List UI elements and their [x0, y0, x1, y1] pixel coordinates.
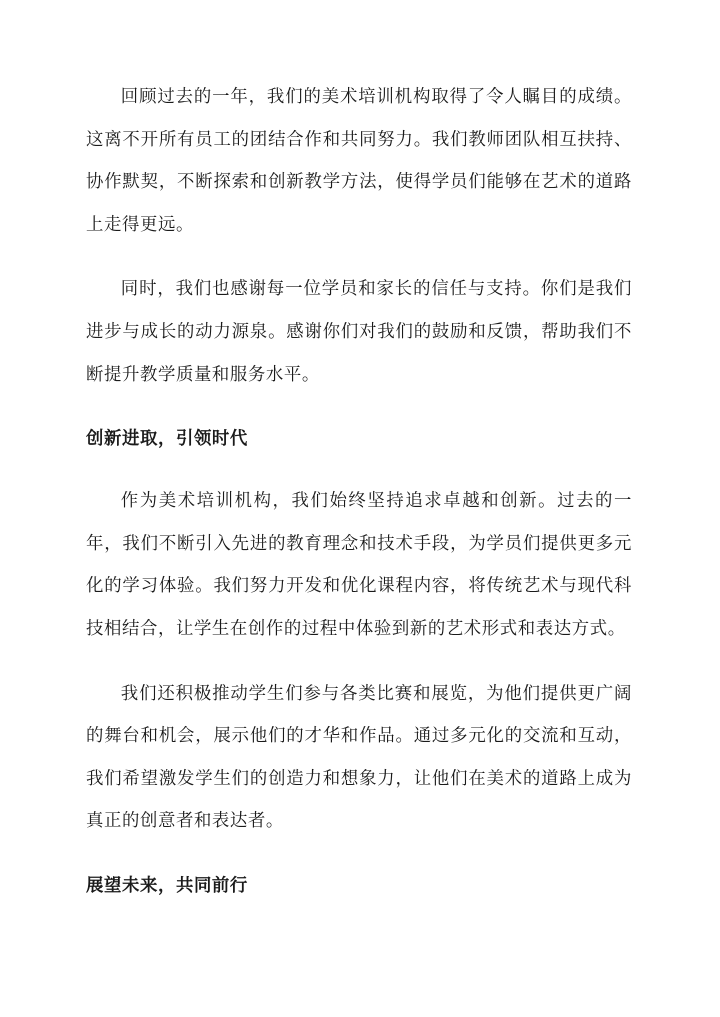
innovation-paragraph-2: 我们还积极推动学生们参与各类比赛和展览，为他们提供更广阔的舞台和机会，展示他们的才华和作品。通过多元化的交流和互动，我们希望激发学生们的创造力和想象力，让他们在美术的道路上成为真正的创意者和表达者。 [86, 683, 632, 832]
intro-paragraph-1: 回顾过去的一年，我们的美术培训机构取得了令人瞩目的成绩。这离不开所有员工的团结合作和共同努力。我们教师团队相互扶持、协作默契，不断探索和创新教学方法，使得学员们能够在艺术的道路上走得更远。 [86, 87, 632, 235]
document-page [86, 76, 632, 927]
section-heading-innovation: 创新进取，引领时代 [86, 429, 248, 450]
innovation-paragraph-1: 作为美术培训机构，我们始终坚持追求卓越和创新。过去的一年，我们不断引入先进的教育理念和技术手段，为学员们提供更多元化的学习体验。我们努力开发和优化课程内容，将传统艺术与现代科技相结合，让学生在创作的过程中体验到新的艺术形式和表达方式。 [86, 491, 632, 639]
section-heading-future: 展望未来，共同前行 [86, 875, 248, 896]
intro-paragraph-2: 同时，我们也感谢每一位学员和家长的信任与支持。你们是我们进步与成长的动力源泉。感谢你们对我们的鼓励和反馈，帮助我们不断提升教学质量和服务水平。 [86, 279, 632, 385]
